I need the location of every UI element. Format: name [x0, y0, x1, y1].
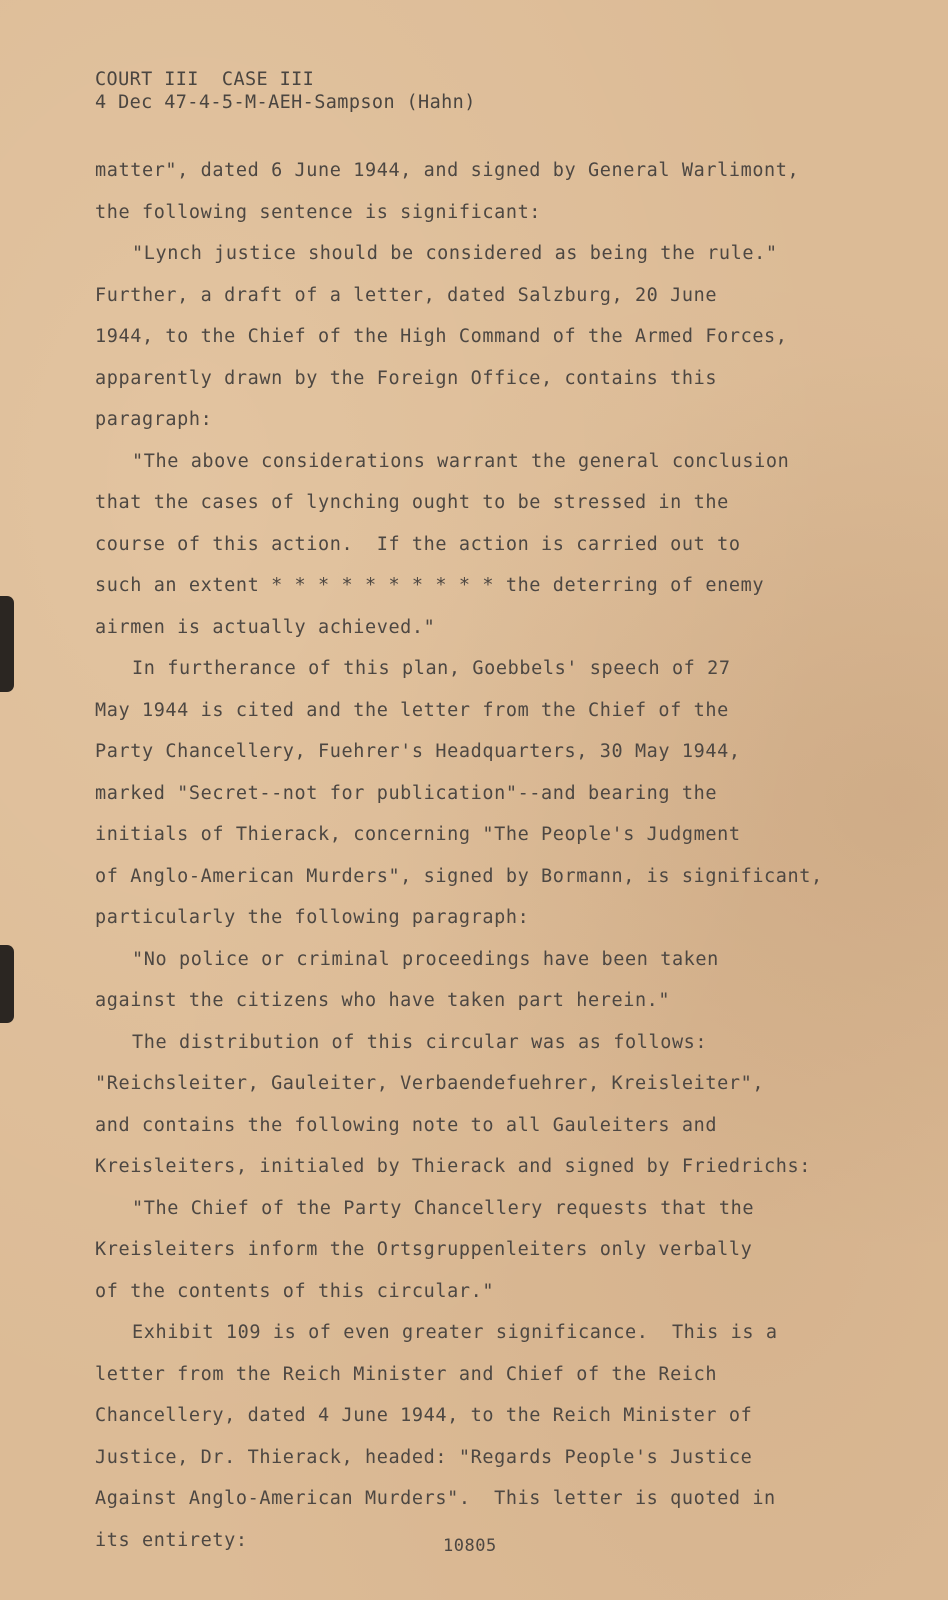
text-line: "Reichsleiter, Gauleiter, Verbaendefuehrer, Kreisleiter", — [95, 1073, 765, 1094]
text-line: apparently drawn by the Foreign Office, contains this — [95, 367, 718, 389]
court-case-line: COURT III CASE III — [95, 69, 315, 90]
quote-line: "The Chief of the Party Chancellery requests that the — [132, 1197, 755, 1219]
text-line: marked "Secret--not for publication"--and bearing the — [95, 782, 718, 804]
text-line: Chancellery, dated 4 June 1944, to the Reich Minister of — [95, 1405, 753, 1426]
quote-line: "The above considerations warrant the general conclusion — [132, 450, 790, 472]
quote-line: of the contents of this circular." — [95, 1280, 495, 1302]
quote-line: course of this action. If the action is carried out to — [95, 533, 741, 555]
quote-line: against the citizens who have taken part herein." — [95, 990, 671, 1011]
text-line: the following sentence is significant: — [95, 201, 542, 223]
text-line: initials of Thierack, concerning "The People's Judgment — [95, 824, 741, 845]
text-line: Further, a draft of a letter, dated Salzburg, 20 June — [95, 284, 718, 306]
text-line: Justice, Dr. Thierack, headed: "Regards People's Justice — [95, 1446, 753, 1468]
binding-hole-mark — [0, 596, 14, 692]
document-header — [95, 68, 476, 114]
text-line: of Anglo-American Murders", signed by Bormann, is significant, — [95, 865, 823, 887]
quote-line: "Lynch justice should be considered as being the rule." — [132, 243, 778, 264]
text-line: matter", dated 6 June 1944, and signed by General Warlimont, — [95, 160, 800, 181]
text-line: particularly the following paragraph: — [95, 907, 530, 928]
text-line: Kreisleiters, initialed by Thierack and signed by Friedrichs: — [95, 1156, 812, 1177]
text-line: its entirety: — [95, 1529, 248, 1551]
quote-line: such an extent * * * * * * * * * * the deterring of enemy — [95, 575, 765, 596]
transcript-body — [95, 150, 915, 1561]
text-line: paragraph: — [95, 409, 213, 430]
text-line: letter from the Reich Minister and Chief of the Reich — [95, 1363, 718, 1385]
text-line: The distribution of this circular was as follows: — [132, 1031, 708, 1053]
text-line: Exhibit 109 is of even greater significance. This is a — [132, 1322, 778, 1343]
binding-hole-mark — [0, 945, 14, 1023]
text-line: Party Chancellery, Fuehrer's Headquarters, 30 May 1944, — [95, 741, 741, 762]
quote-line: Kreisleiters inform the Ortsgruppenleiters only verbally — [95, 1239, 753, 1260]
quote-line: "No police or criminal proceedings have been taken — [132, 948, 719, 970]
text-line: and contains the following note to all Gauleiters and — [95, 1114, 718, 1136]
page-number: 10805 — [443, 1536, 497, 1556]
text-line: 1944, to the Chief of the High Command of the Armed Forces, — [95, 326, 788, 347]
text-line: May 1944 is cited and the letter from the Chief of the — [95, 699, 729, 721]
text-line: In furtherance of this plan, Goebbels' speech of 27 — [132, 658, 731, 679]
quote-line: airmen is actually achieved." — [95, 616, 436, 638]
quote-line: that the cases of lynching ought to be stressed in the — [95, 492, 729, 513]
date-reference-line: 4 Dec 47-4-5-M-AEH-Sampson (Hahn) — [95, 92, 476, 113]
text-line: Against Anglo-American Murders". This letter is quoted in — [95, 1488, 776, 1509]
